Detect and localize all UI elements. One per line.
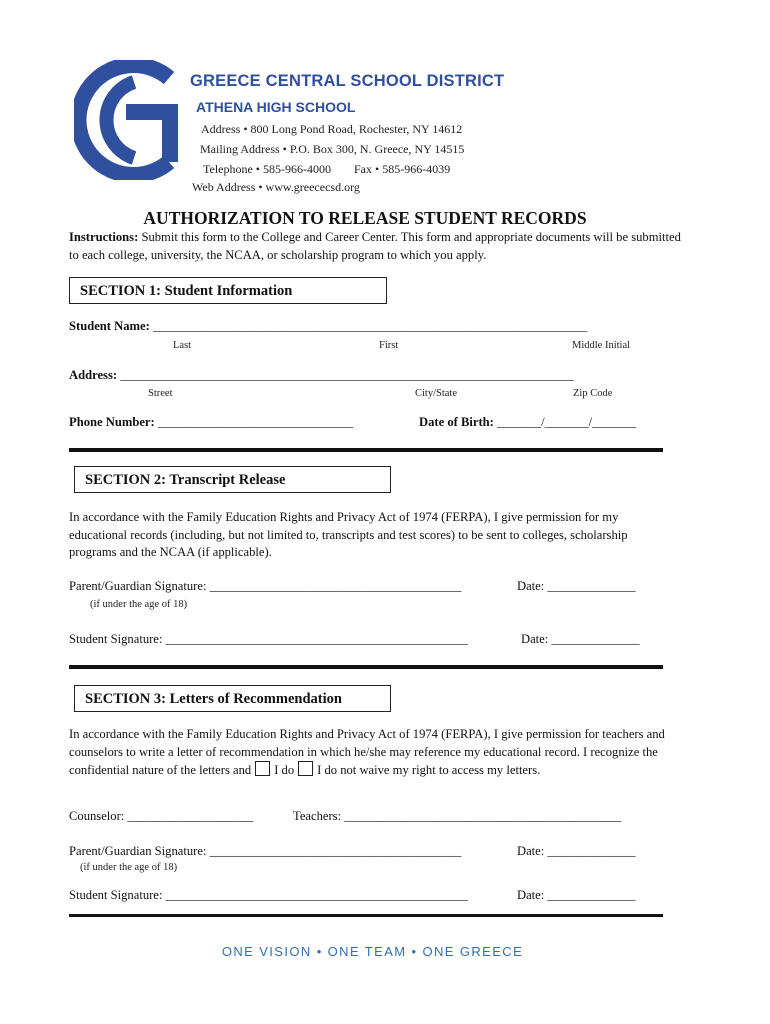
s2-student-date[interactable]: Date: ______________	[521, 632, 640, 646]
mailing-address: Mailing Address • P.O. Box 300, N. Greece, NY 14515	[200, 142, 465, 156]
section3-heading: SECTION 3: Letters of Recommendation	[74, 685, 391, 712]
s2-parent-date[interactable]: Date: ______________	[517, 579, 636, 593]
dob-row	[419, 415, 636, 430]
s3-student-date[interactable]: Date: ______________	[517, 888, 636, 902]
instructions-text: Submit this form to the College and Career Center. This form and appropriate documents will be submitted to each college, university, the NCAA, or scholarship program to which you apply.	[69, 230, 681, 262]
ferpa-transcript-text: In accordance with the Family Education Rights and Privacy Act of 1974 (FERPA), I give permission for my educational records (including, but not limited to, transcripts and test scores) to be sent to colleges, scholarship programs and the NCAA (if applicable).	[69, 510, 628, 559]
phone-label: Phone Number:	[69, 415, 155, 429]
s3-student-signature[interactable]: Student Signature: ________________________________________________	[69, 888, 468, 902]
section-divider	[69, 665, 663, 669]
form-title: AUTHORIZATION TO RELEASE STUDENT RECORDS	[143, 208, 587, 228]
fax: Fax • 585-966-4039	[354, 162, 451, 176]
zip-caption: Zip Code	[573, 388, 613, 399]
footer-motto: ONE VISION • ONE TEAM • ONE GREECE	[221, 944, 524, 959]
i-do-checkbox[interactable]	[255, 761, 270, 776]
address-field[interactable]: ________________________________________________________________________	[120, 368, 574, 382]
student-name-field[interactable]: _____________________________________________________________________	[152, 319, 588, 333]
school-name: ATHENA HIGH SCHOOL	[196, 99, 356, 115]
section-divider	[69, 448, 663, 452]
phone-field[interactable]: _______________________________	[157, 415, 354, 429]
street-caption: Street	[148, 388, 173, 399]
instructions	[69, 229, 689, 264]
street-address: Address • 800 Long Pond Road, Rochester, NY 14612	[201, 122, 463, 136]
telephone: Telephone • 585-966-4000	[203, 162, 331, 176]
first-caption: First	[379, 340, 399, 351]
instructions-label: Instructions:	[69, 230, 139, 244]
address-label: Address:	[69, 368, 118, 382]
counselor-field[interactable]: Counselor: ____________________	[69, 809, 254, 823]
i-do-label: I do	[274, 763, 295, 777]
section2-heading: SECTION 2: Transcript Release	[74, 466, 391, 493]
last-caption: Last	[173, 340, 192, 351]
s2-student-signature[interactable]: Student Signature: ________________________________________________	[69, 632, 468, 646]
student-name-row	[69, 319, 587, 334]
i-do-not-checkbox[interactable]	[298, 761, 313, 776]
section-divider	[69, 914, 663, 917]
section1-heading: SECTION 1: Student Information	[69, 277, 387, 304]
s2-parent-signature[interactable]: Parent/Guardian Signature: ________________________________________	[69, 579, 462, 593]
s3-under-age-note: (if under the age of 18)	[80, 862, 178, 873]
dob-label: Date of Birth:	[419, 415, 494, 429]
ferpa-recommendation-text	[69, 726, 669, 780]
middle-initial-caption: Middle Initial	[572, 340, 631, 351]
s2-under-age-note: (if under the age of 18)	[90, 599, 188, 610]
web-address: Web Address • www.greececsd.org	[192, 180, 360, 194]
recommendation-text-end: my letters.	[487, 763, 541, 777]
s3-parent-date[interactable]: Date: ______________	[517, 844, 636, 858]
district-name: GREECE CENTRAL SCHOOL DISTRICT	[190, 72, 505, 90]
recommendation-text: In accordance with the Family Education Rights and Privacy Act of 1974 (FERPA), I give permission for teachers and counselors to write a letter of recommendation in which he/she may reference my educational record. I recognize the confidential nature of the letters and	[69, 727, 665, 777]
teachers-field[interactable]: Teachers: ____________________________________________	[293, 809, 622, 823]
address-row	[69, 368, 574, 383]
phone-row	[69, 415, 353, 430]
city-state-caption: City/State	[415, 388, 457, 399]
s3-parent-signature[interactable]: Parent/Guardian Signature: ________________________________________	[69, 844, 462, 858]
district-logo-icon	[74, 60, 189, 180]
i-do-not-label: I do not waive my right to access	[317, 763, 484, 777]
student-name-label: Student Name:	[69, 319, 150, 333]
dob-field[interactable]: _______/_______/_______	[497, 415, 637, 429]
